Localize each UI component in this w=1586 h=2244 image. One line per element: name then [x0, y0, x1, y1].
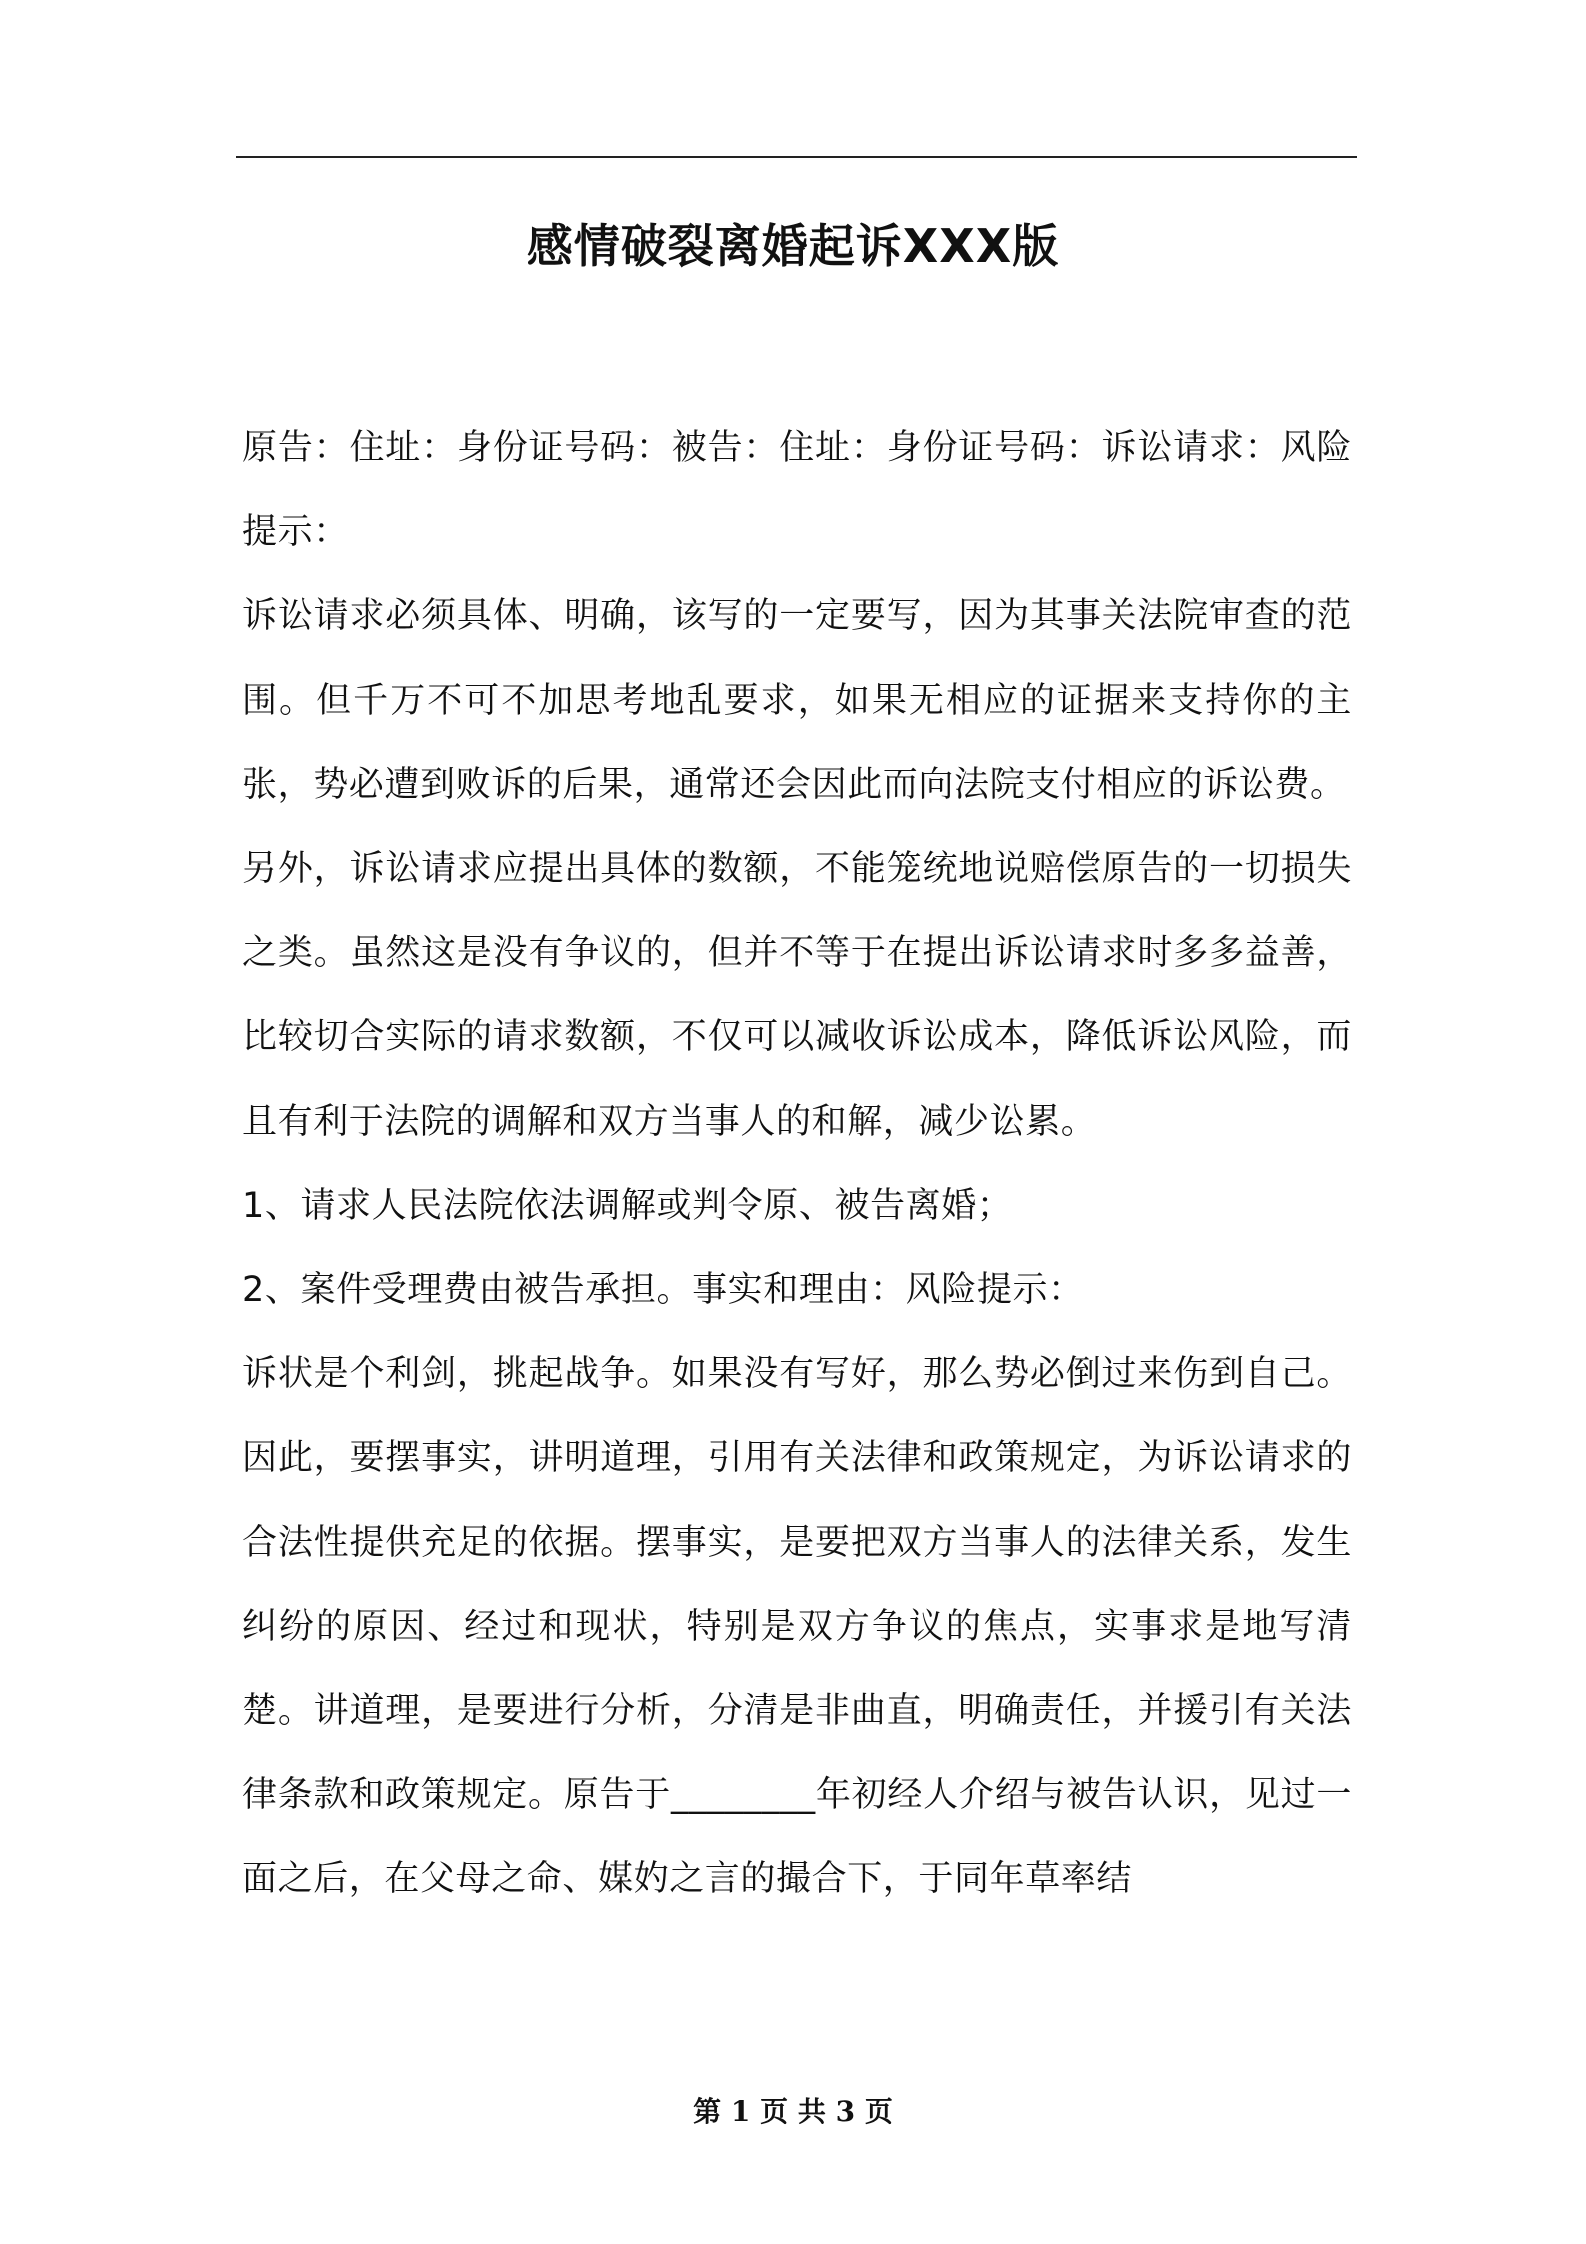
paragraph-parties: 原告：住址：身份证号码：被告：住址：身份证号码：诉讼请求：风险提示：	[242, 428, 1352, 553]
document-body	[242, 406, 1352, 1922]
page-number: 第 1 页 共 3 页	[693, 2095, 893, 2128]
paragraph-claims-risk: 诉讼请求必须具体、明确，该写的一定要写，因为其事关法院审查的范围。但千万不可不加思考地乱要求，如果无相应的证据来支持你的主张，势必遭到败诉的后果，通常还会因此而向法院支付相应的诉讼费。	[242, 596, 1352, 805]
paragraph-claims-amount: 另外，诉讼请求应提出具体的数额，不能笼统地说赔偿原告的一切损失之类。虽然这是没有争议的，但并不等于在提出诉讼请求时多多益善，比较切合实际的请求数额，不仅可以减收诉讼成本，降低诉讼风险，而且有利于法院的调解和双方当事人的和解，减少讼累。	[242, 849, 1352, 1142]
header-rule	[236, 156, 1357, 158]
claim-item-1: 1、请求人民法院依法调解或判令原、被告离婚；	[242, 1185, 1013, 1226]
document-title: 感情破裂离婚起诉XXX版	[526, 219, 1060, 273]
paragraph-facts-reasons: 诉状是个利剑，挑起战争。如果没有写好，那么势必倒过来伤到自己。因此，要摆事实，讲明道理，引用有关法律和政策规定，为诉讼请求的合法性提供充足的依据。摆事实，是要把双方当事人的法律关系，发生纠纷的原因、经过和现状，特别是双方争议的焦点，实事求是地写清楚。讲道理，是要进行分析，分清是非曲直，明确责任，并援引有关法律条款和政策规定。原告于________年初经人介绍与被告认识，见过一面之后，在父母之命、媒妁之言的撮合下，于同年草率结	[242, 1354, 1352, 1900]
claim-item-2: 2、案件受理费由被告承担。事实和理由：风险提示：	[242, 1270, 1084, 1311]
